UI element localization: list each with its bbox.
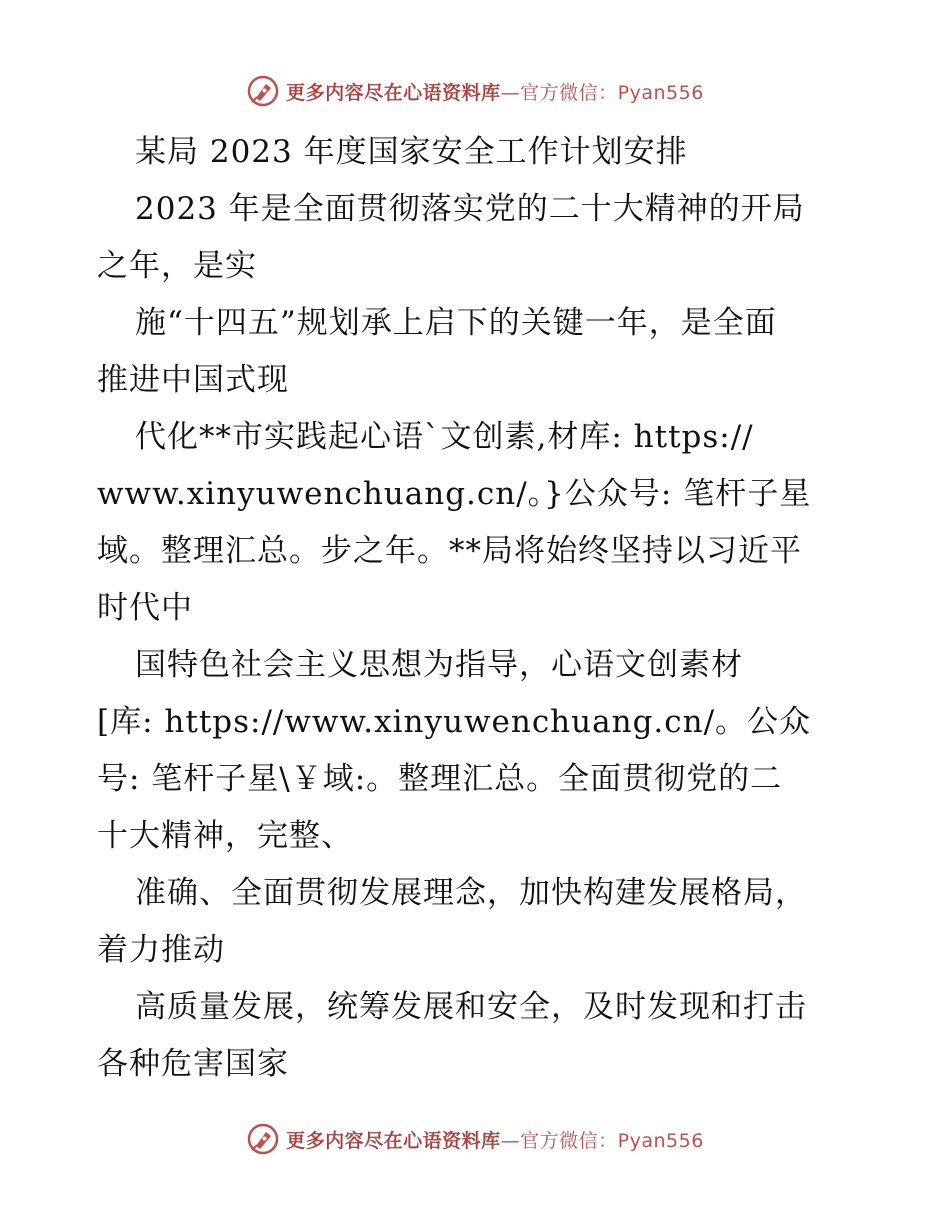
document-line: 号: 笔杆子星\￥域:。整理汇总。全面贯彻党的二 xyxy=(97,761,783,797)
document-line: [库: https://www.xinyuwenchuang.cn/。公众 xyxy=(97,704,812,740)
document-line: 之年，是实 xyxy=(97,248,257,284)
document-line: 准确、全面贯彻发展理念，加快构建发展格局， xyxy=(135,875,807,911)
document-line: 十大精神，完整、 xyxy=(97,818,353,854)
document-line: 着力推动 xyxy=(97,932,225,968)
footer-watermark-contact: —官方微信：Pyan556 xyxy=(500,1129,704,1152)
header-watermark-brand: 更多内容尽在心语资料库 xyxy=(286,81,501,104)
document-line: 施“十四五”规划承上启下的关键一年，是全面 xyxy=(135,305,777,341)
header-watermark-text xyxy=(286,78,704,105)
footer-watermark-brand: 更多内容尽在心语资料库 xyxy=(286,1129,501,1152)
page-footer-watermark xyxy=(0,1119,950,1159)
footer-watermark-text xyxy=(286,1126,704,1153)
pen-nib-circle-icon xyxy=(246,74,280,108)
document-line: 国特色社会主义思想为指导，心语文创素材 xyxy=(135,647,743,683)
document-line: www.xinyuwenchuang.cn/。}公众号: 笔杆子星 xyxy=(97,476,812,512)
document-line: 某局 2023 年度国家安全工作计划安排 xyxy=(135,134,688,170)
document-body xyxy=(97,124,857,1093)
document-line: 代化**市实践起心语`文创素,材库: https:// xyxy=(135,419,754,455)
pen-nib-circle-icon xyxy=(246,1122,280,1156)
document-line: 2023 年是全面贯彻落实党的二十大精神的开局 xyxy=(135,191,805,227)
document-line: 各种危害国家 xyxy=(97,1046,289,1082)
document-line: 时代中 xyxy=(97,590,193,626)
document-line: 推进中国式现 xyxy=(97,362,289,398)
page-header-watermark xyxy=(0,71,950,111)
document-line: 高质量发展，统筹发展和安全，及时发现和打击 xyxy=(135,989,807,1025)
header-watermark-contact: —官方微信：Pyan556 xyxy=(500,81,704,104)
document-line: 域。整理汇总。步之年。**局将始终坚持以习近平 xyxy=(97,533,802,569)
